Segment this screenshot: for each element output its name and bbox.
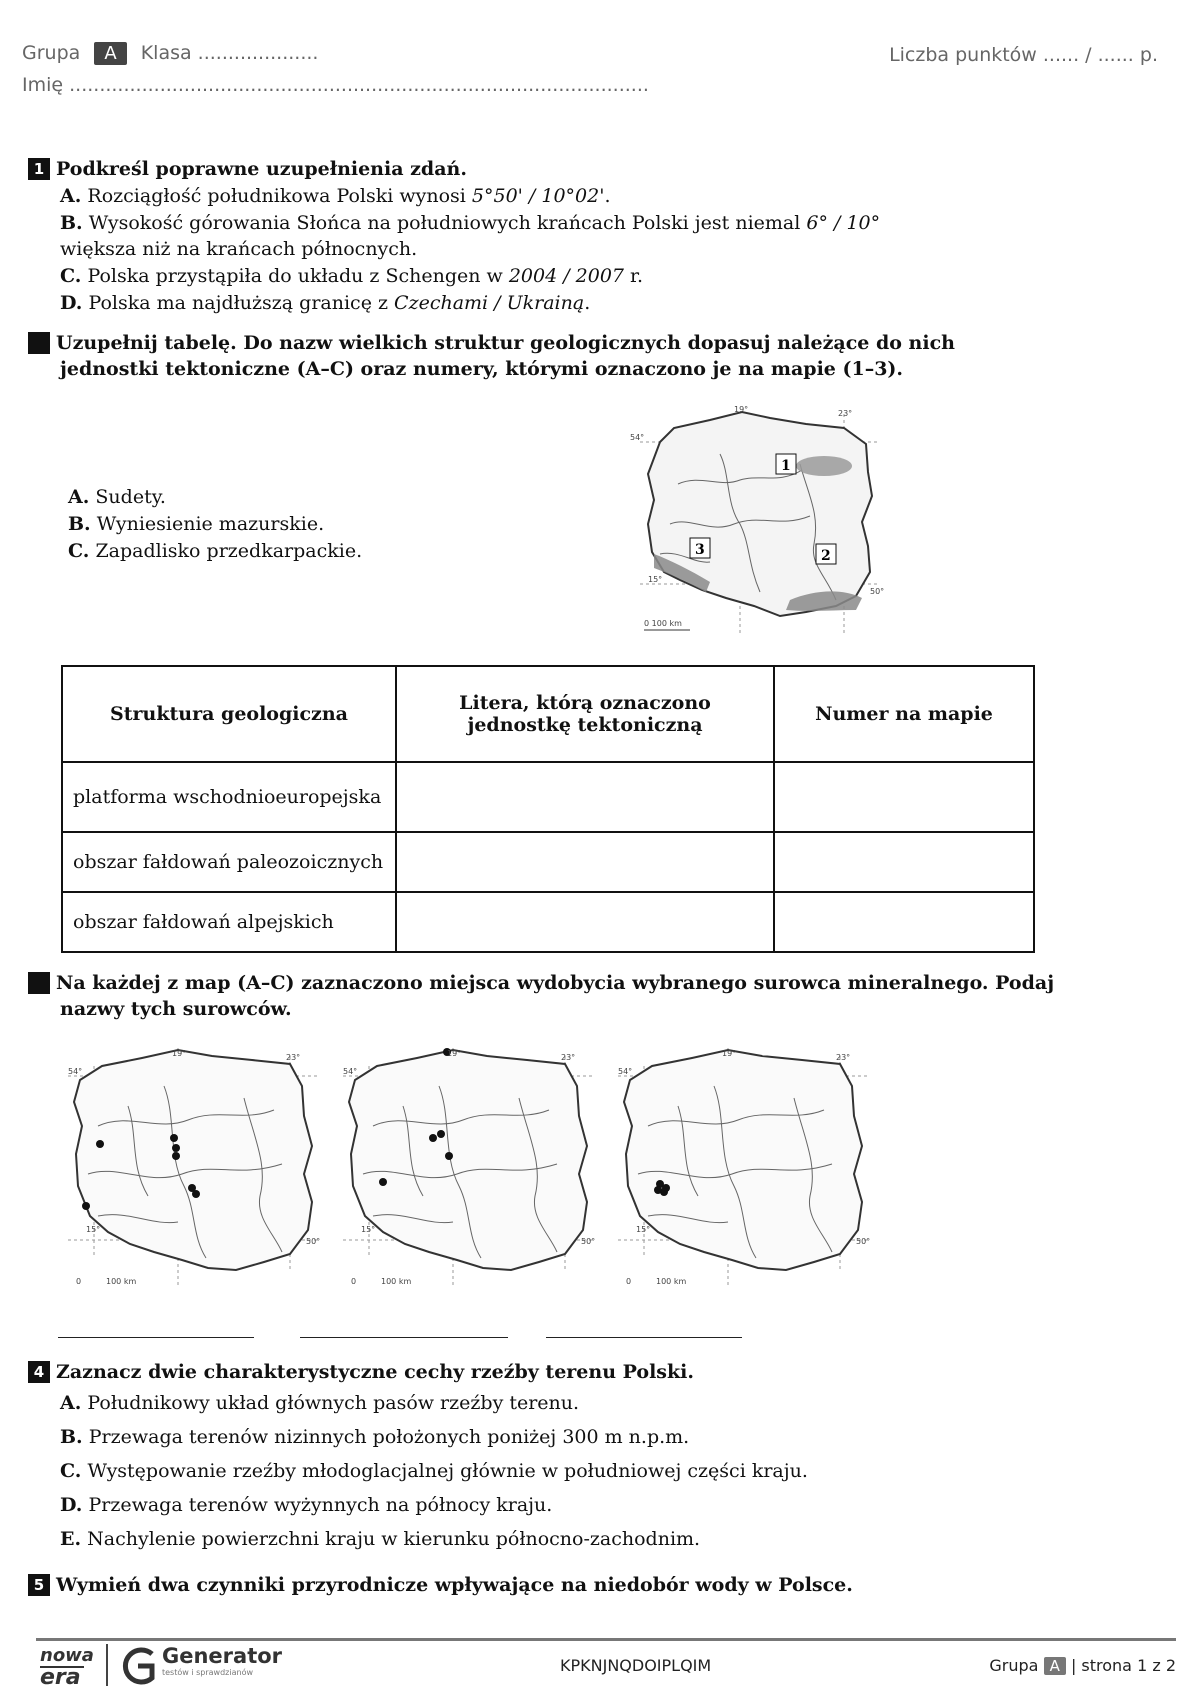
answer-letter-cell[interactable] (396, 892, 774, 952)
mineral-map-b (343, 1048, 596, 1286)
question-number: 3 (28, 972, 50, 994)
row-structure: obszar fałdowań paleozoicznych (62, 832, 396, 892)
map-tick-lon19: 19° (734, 405, 749, 414)
table-header-row (62, 666, 1034, 762)
table-row (62, 832, 1034, 892)
q1-item-d[interactable]: D. Polska ma najdłuższą granicę z Czechami / Ukrainą. (60, 292, 591, 314)
poland-outline (648, 412, 872, 616)
svg-text:23°: 23° (561, 1053, 576, 1062)
question-2 (17, 330, 998, 382)
svg-text:50°: 50° (581, 1237, 596, 1246)
q4-option-d[interactable]: D. Przewaga terenów wyżynnych na północy kraju. (60, 1494, 553, 1516)
col-header-number: Numer na mapie (774, 666, 1034, 762)
name-field[interactable]: Imię ................................................................................................ (22, 74, 649, 96)
map-tick-lon23: 23° (838, 409, 853, 418)
unit-c: C. Zapadlisko przedkarpackie. (68, 540, 363, 562)
logo-separator (106, 1644, 108, 1686)
answer-number-cell[interactable] (774, 832, 1034, 892)
header-group: Grupa A Klasa .................... (22, 42, 319, 64)
question-3 (17, 970, 1068, 1022)
row-structure: platforma wschodnioeuropejska (62, 762, 396, 832)
table-row (62, 892, 1034, 952)
class-field[interactable]: Klasa .................... (140, 42, 319, 64)
svg-text:15°: 15° (86, 1225, 101, 1234)
generator-brand: Generator testów i sprawdzianów (162, 1644, 283, 1677)
generator-logo-icon (118, 1644, 158, 1688)
nowa-era-logo: nowa era (40, 1645, 94, 1690)
row-structure: obszar fałdowań alpejskich (62, 892, 396, 952)
map-label-1: 1 (781, 458, 791, 474)
question-title: Podkreśl poprawne uzupełnienia zdań. (56, 158, 467, 180)
svg-text:19°: 19° (172, 1049, 187, 1058)
answer-number-cell[interactable] (774, 762, 1034, 832)
answer-line-c[interactable] (546, 1337, 742, 1338)
map-scale: 0 100 km (644, 619, 682, 628)
q1-item-c[interactable]: C. Polska przystąpiła do układu z Schengen w 2004 / 2007 r. (60, 265, 644, 287)
question-title: Uzupełnij tabelę. Do nazw wielkich struktur geologicznych dopasuj należące do nich jednostki tektoniczne (A–C) oraz numery, którymi oznaczono je na mapie (1–3). (56, 332, 955, 380)
svg-text:0: 0 (351, 1277, 357, 1286)
svg-text:0: 0 (76, 1277, 82, 1286)
geology-table (61, 665, 1035, 953)
question-number: 2 (28, 332, 50, 354)
answer-line-b[interactable] (300, 1337, 508, 1338)
mineral-map-a (68, 1048, 321, 1286)
answer-number-cell[interactable] (774, 892, 1034, 952)
svg-text:54°: 54° (618, 1067, 633, 1076)
map-tick-lat50: 50° (870, 587, 885, 596)
svg-text:15°: 15° (636, 1225, 651, 1234)
col-header-structure: Struktura geologiczna (62, 666, 396, 762)
table-row (62, 762, 1034, 832)
q4-option-a[interactable]: A. Południkowy układ głównych pasów rzeźby terenu. (60, 1392, 580, 1414)
map-tick-lat54: 54° (630, 433, 645, 442)
svg-text:50°: 50° (856, 1237, 871, 1246)
map-label-2: 2 (821, 548, 831, 564)
svg-text:0: 0 (626, 1277, 632, 1286)
mineral-map-c (618, 1048, 871, 1286)
q4-option-c[interactable]: C. Występowanie rzeźby młodoglacjalnej głównie w południowej części kraju. (60, 1460, 808, 1482)
answer-letter-cell[interactable] (396, 832, 774, 892)
question-number: 5 (28, 1574, 50, 1596)
tectonic-map (630, 404, 890, 644)
question-title: Zaznacz dwie charakterystyczne cechy rzeźby terenu Polski. (56, 1361, 694, 1383)
svg-text:100 km: 100 km (106, 1277, 137, 1286)
question-1 (28, 156, 1068, 316)
svg-text:100 km: 100 km (656, 1277, 687, 1286)
mineral-maps (68, 1046, 888, 1302)
answer-line-a[interactable] (58, 1337, 254, 1338)
svg-text:23°: 23° (286, 1053, 301, 1062)
svg-text:54°: 54° (343, 1067, 358, 1076)
svg-text:23°: 23° (836, 1053, 851, 1062)
col-header-letter: Litera, którą oznaczono jednostkę tektoniczną (396, 666, 774, 762)
svg-text:19°: 19° (722, 1049, 737, 1058)
points-field[interactable]: Liczba punktów ...... / ...... p. (889, 44, 1158, 66)
svg-text:54°: 54° (68, 1067, 83, 1076)
svg-text:15°: 15° (361, 1225, 376, 1234)
svg-text:100 km: 100 km (381, 1277, 412, 1286)
question-4 (28, 1358, 1068, 1556)
question-title: Na każdej z map (A–C) zaznaczono miejsca wydobycia wybranego surowca mineralnego. Podaj nazwy tych surowców. (56, 972, 1055, 1020)
q1-items (28, 183, 1068, 316)
question-number: 4 (28, 1361, 50, 1383)
map-label-3: 3 (695, 542, 705, 558)
footer-divider (36, 1638, 1176, 1641)
map-tick-lon15: 15° (648, 575, 663, 584)
answer-letter-cell[interactable] (396, 762, 774, 832)
svg-text:19°: 19° (447, 1049, 462, 1058)
group-badge: A (94, 42, 126, 65)
q1-item-a[interactable]: A. Rozciągłość południkowa Polski wynosi 5°50' / 10°02'. (60, 185, 611, 207)
document-code: KPKNJNQDOIPLQIM (560, 1656, 712, 1675)
footer-page-info: Grupa A | strona 1 z 2 (989, 1656, 1176, 1675)
q4-option-b[interactable]: B. Przewaga terenów nizinnych położonych poniżej 300 m n.p.m. (60, 1426, 690, 1448)
q1-item-b[interactable]: B. Wysokość górowania Słońca na południowych krańcach Polski jest niemal 6° / 10° większa niż na krańcach północnych. (60, 212, 881, 260)
question-number: 1 (28, 158, 50, 180)
footer-group-badge: A (1044, 1657, 1066, 1675)
unit-b: B. Wyniesienie mazurskie. (68, 513, 325, 535)
q4-option-e[interactable]: E. Nachylenie powierzchni kraju w kierunku północno-zachodnim. (60, 1528, 701, 1550)
question-5 (28, 1572, 1068, 1598)
question-title: Wymień dwa czynniki przyrodnicze wpływające na niedobór wody w Polsce. (56, 1574, 853, 1596)
unit-a: A. Sudety. (68, 486, 166, 508)
svg-text:50°: 50° (306, 1237, 321, 1246)
tectonic-units-list (68, 484, 362, 565)
